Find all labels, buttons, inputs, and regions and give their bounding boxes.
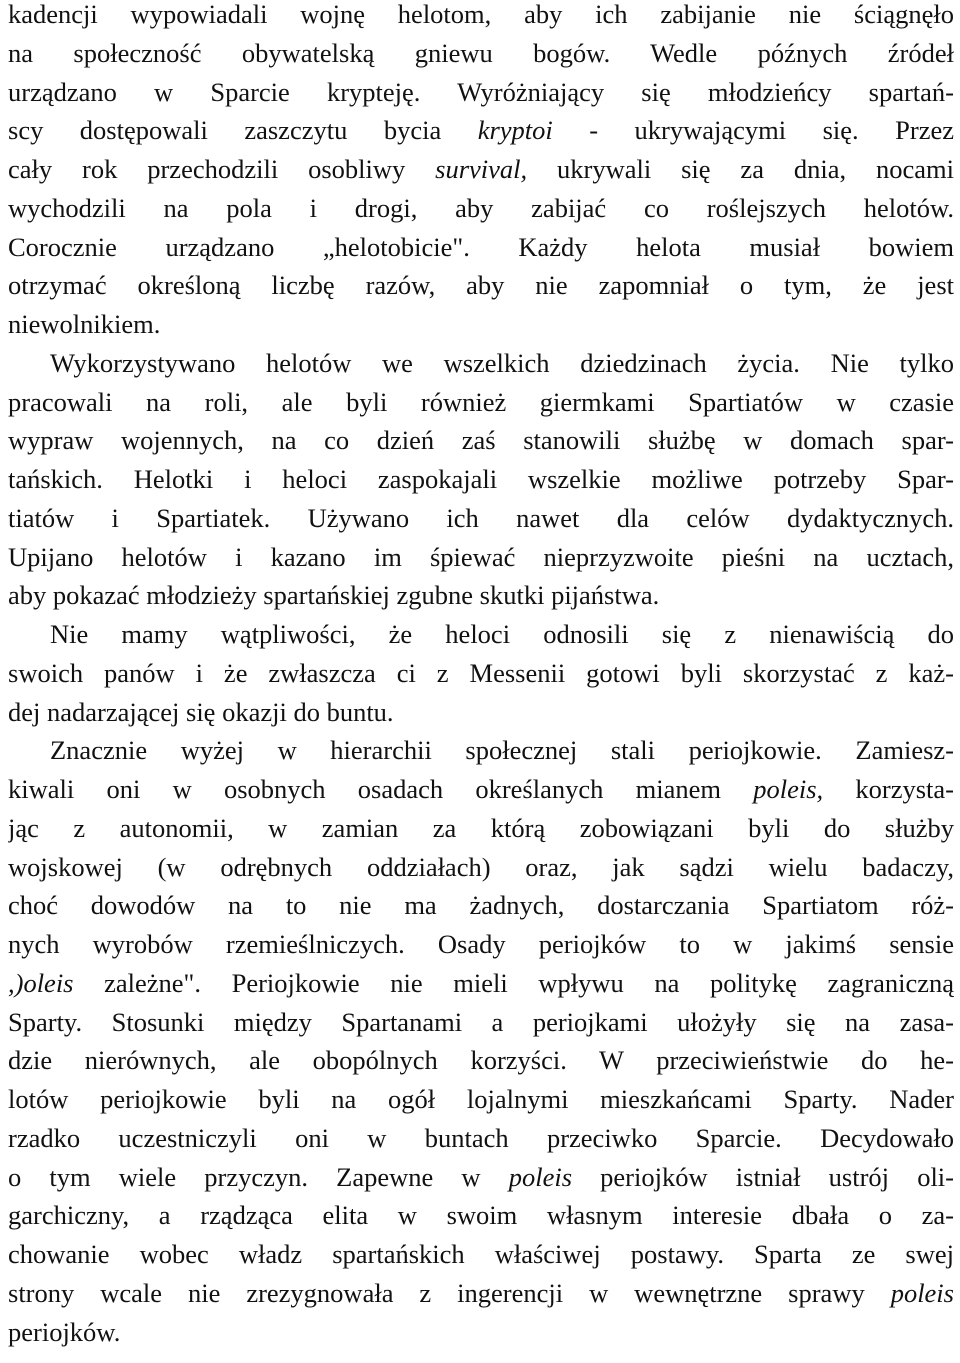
text-segment: strony wcale nie zrezygnowała z ingerencji w wewnętrzne sprawy — [8, 1277, 891, 1308]
paragraph — [8, 731, 954, 1351]
text-segment: kadencji wypowiadali wojnę helotom, aby ich zabijanie nie ściągnęło — [8, 0, 954, 29]
paragraph — [8, 0, 954, 344]
text-segment: rzadko uczestniczyli oni w buntach przeciwko Sparcie. Decydowało — [8, 1122, 954, 1153]
text-line — [8, 499, 954, 538]
text-segment: chowanie wobec władz spartańskich właściwej postawy. Sparta ze swej — [8, 1239, 954, 1269]
text-line — [8, 654, 954, 693]
text-line — [8, 73, 954, 112]
text-segment: pracowali na roli, ale byli również giermkami Spartiatów w czasie — [8, 386, 954, 417]
text-line — [8, 809, 954, 848]
text-line — [8, 1313, 954, 1352]
text-segment: swoich panów i że zwłaszcza ci z Messenii gotowi byli skorzystać z każ- — [8, 657, 954, 688]
text-line — [8, 1274, 954, 1313]
text-segment: dej nadarzającej się okazji do buntu. — [8, 696, 394, 727]
text-line — [8, 266, 954, 305]
text-segment: Corocznie urządzano „helotobicie". Każdy helota musiał bowiem — [8, 231, 954, 262]
text-line — [8, 189, 954, 228]
text-line — [8, 0, 954, 34]
paragraph — [8, 615, 954, 731]
text-line — [8, 111, 954, 150]
text-line — [8, 1080, 954, 1119]
text-line — [8, 228, 954, 267]
text-line — [8, 1119, 954, 1158]
italic-text: ,)oleis — [8, 967, 74, 998]
text-segment: choć dowodów na to nie ma żadnych, dostarczania Spartiatom róż- — [8, 890, 954, 921]
text-line — [8, 538, 954, 577]
text-line — [8, 615, 954, 654]
text-segment: korzysta- — [823, 774, 954, 804]
text-segment: tiatów i Spartiatek. Używano ich nawet dla celów dydaktycznych. — [8, 502, 954, 533]
text-segment: dzie nierównych, ale obopólnych korzyści. W przeciwieństwie do he- — [8, 1045, 954, 1076]
text-segment: wypraw wojennych, na co dzień zaś stanowili służbę w domach spar- — [8, 425, 954, 456]
text-segment: periojków istniał ustrój oli- — [572, 1161, 954, 1192]
text-segment: tańskich. Helotki i heloci zaspokajali wszelkie możliwe potrzeby Spar- — [8, 464, 954, 494]
text-segment: - ukrywającymi się. Przez — [552, 115, 954, 146]
text-segment: na społeczność obywatelską gniewu bogów. Wedle późnych źródeł — [8, 37, 954, 68]
text-line — [8, 886, 954, 925]
text-line — [8, 1158, 954, 1197]
text-segment: Upijano helotów i kazano im śpiewać nieprzyzwoite pieśni na ucztach, — [8, 541, 954, 572]
text-line — [8, 925, 954, 964]
text-segment: Znacznie wyżej w hierarchii społecznej stali periojkowie. Zamiesz- — [50, 735, 954, 766]
text-segment: Nie mamy wątpliwości, że heloci odnosili się z nienawiścią do — [50, 619, 954, 649]
text-line — [8, 964, 954, 1003]
text-segment: scy dostępowali zaszczytu bycia — [8, 115, 478, 146]
text-segment: ukrywali się za dnia, nocami — [527, 154, 954, 184]
text-segment: Wykorzystywano helotów we wszelkich dziedzinach życia. Nie tylko — [50, 347, 954, 378]
text-line — [8, 421, 954, 460]
italic-text: kryptoi — [477, 115, 553, 146]
text-segment: urządzano w Sparcie krypteję. Wyróżniający się młodzieńcy spartań- — [8, 76, 954, 107]
text-line — [8, 770, 954, 809]
text-segment: garchiczny, a rządząca elita w swoim własnym interesie dbała o za- — [8, 1200, 954, 1231]
text-segment: o tym wiele przyczyn. Zapewne w — [8, 1161, 509, 1192]
text-line — [8, 460, 954, 499]
text-line — [8, 305, 954, 344]
text-segment: cały rok przechodzili osobliwy — [8, 154, 436, 184]
text-line — [8, 848, 954, 887]
text-segment: jąc z autonomii, w zamian za którą zobowiązani byli do służby — [8, 812, 954, 843]
paragraph — [8, 344, 954, 615]
text-segment: aby pokazać młodzieży spartańskiej zgubne skutki pijaństwa. — [8, 580, 660, 611]
text-segment: periojków. — [8, 1316, 121, 1347]
text-line — [8, 1041, 954, 1080]
text-segment: nych wyrobów rzemieślniczych. Osady periojków to w jakimś sensie — [8, 929, 954, 959]
text-segment: wojskowej (w odrębnych oddziałach) oraz, jak sądzi wielu badaczy, — [8, 851, 954, 882]
text-segment: lotów periojkowie byli na ogół lojalnymi mieszkańcami Sparty. Nader — [8, 1084, 954, 1114]
text-segment: Sparty. Stosunki między Spartanami a periojkami ułożyły się na zasa- — [8, 1006, 954, 1037]
text-line — [8, 344, 954, 383]
italic-text: poleis — [890, 1277, 954, 1308]
text-line — [8, 1003, 954, 1042]
text-segment: kiwali oni w osobnych osadach określanych mianem — [8, 774, 754, 804]
italic-text: poleis, — [753, 774, 824, 804]
text-segment: otrzymać określoną liczbę razów, aby nie zapomniał o tym, że jest — [8, 270, 954, 301]
text-segment: wychodzili na pola i drogi, aby zabijać co roślejszych helotów. — [8, 192, 954, 223]
document-body — [8, 0, 954, 1351]
text-line — [8, 576, 954, 615]
text-line — [8, 1196, 954, 1235]
text-line — [8, 383, 954, 422]
italic-text: survival, — [435, 154, 528, 184]
text-segment: zależne". Periojkowie nie mieli wpływu na politykę zagraniczną — [73, 967, 954, 998]
text-line — [8, 693, 954, 732]
text-line — [8, 1235, 954, 1274]
text-line — [8, 150, 954, 189]
italic-text: poleis — [508, 1161, 573, 1192]
text-line — [8, 34, 954, 73]
text-segment: niewolnikiem. — [8, 309, 161, 339]
text-line — [8, 731, 954, 770]
